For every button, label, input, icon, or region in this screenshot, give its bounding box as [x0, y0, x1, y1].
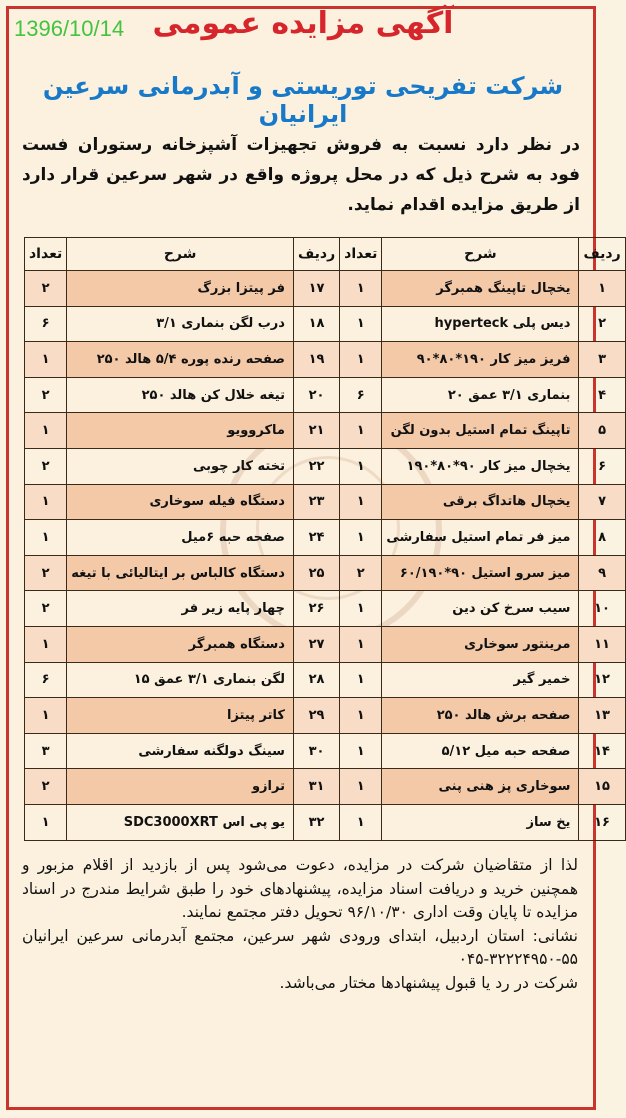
item-description: تاپینگ تمام استیل بدون لگن [382, 413, 579, 449]
item-description: دستگاه فیله سوخاری [67, 484, 294, 520]
row-number: ۱۹ [293, 342, 339, 378]
item-description: درب لگن بنماری ۳/۱ [67, 306, 294, 342]
row-number: ۸ [579, 520, 625, 556]
row-number: ۱۲ [579, 662, 625, 698]
item-description: تخته کار چوبی [67, 448, 294, 484]
item-count: ۳ [25, 733, 67, 769]
table-row [25, 306, 626, 342]
item-count: ۱ [340, 591, 382, 627]
row-number: ۲۱ [293, 413, 339, 449]
item-description: مرینتور سوخاری [382, 626, 579, 662]
item-description: صفحه حبه میل ۵/۱۲ [382, 733, 579, 769]
footer-address: نشانی: استان اردبیل، ابتدای ورودی شهر سرعین، مجتمع آبدرمانی سرعین ایرانیان ۵۵-۳۲۲۲۴۹۵۰-۰۴۵ [22, 926, 578, 968]
table-row [25, 377, 626, 413]
table-row [25, 448, 626, 484]
row-number: ۲۲ [293, 448, 339, 484]
item-count: ۱ [25, 342, 67, 378]
row-number: ۳۰ [293, 733, 339, 769]
item-description: کاتر پیتزا [67, 698, 294, 734]
item-count: ۱ [340, 698, 382, 734]
item-count: ۲ [25, 448, 67, 484]
item-description: یخچال میز کار ۹۰*۸۰*۱۹۰ [382, 448, 579, 484]
item-count: ۶ [25, 662, 67, 698]
row-number: ۹ [579, 555, 625, 591]
item-count: ۲ [340, 555, 382, 591]
row-number: ۷ [579, 484, 625, 520]
item-count: ۶ [25, 306, 67, 342]
table-row [25, 342, 626, 378]
item-count: ۱ [340, 769, 382, 805]
row-number: ۲۴ [293, 520, 339, 556]
row-number: ۱۸ [293, 306, 339, 342]
date-stamp: 1396/10/14 [14, 16, 125, 41]
item-count: ۱ [340, 484, 382, 520]
item-description: صفحه حبه ۶میل [67, 520, 294, 556]
item-count: ۶ [340, 377, 382, 413]
item-description: فریز میز کار ۱۹۰*۸۰*۹۰ [382, 342, 579, 378]
row-number: ۲۶ [293, 591, 339, 627]
item-count: ۱ [340, 271, 382, 307]
table-row [25, 626, 626, 662]
table-row [25, 413, 626, 449]
item-description: خمیر گیر [382, 662, 579, 698]
item-count: ۲ [25, 271, 67, 307]
item-count: ۱ [340, 520, 382, 556]
row-number: ۴ [579, 377, 625, 413]
row-number: ۲۰ [293, 377, 339, 413]
footer-text [22, 854, 578, 995]
item-count: ۱ [25, 484, 67, 520]
item-description: صفحه رنده پوره ۵/۴ هالد ۲۵۰ [67, 342, 294, 378]
table-header-row [25, 238, 626, 271]
item-count: ۱ [340, 733, 382, 769]
header-tedad: تعداد [340, 238, 382, 271]
footer-invite: لذا از متقاضیان شرکت در مزایده، دعوت می‌شود پس از بازدید از اقلام مزبور و همچنین خرید و دریافت اسناد مزایده، پیشنهادهای خود را طبق شرایط مندرج در اسناد مزایده تا پایان وقت اداری ۹۶/۱۰/۳۰ تحویل دفتر مجتمع نمایند. [22, 856, 578, 921]
item-description: صفحه برش هالد ۲۵۰ [382, 698, 579, 734]
table-row [25, 733, 626, 769]
table-row [25, 271, 626, 307]
item-count: ۲ [25, 769, 67, 805]
item-count: ۲ [25, 591, 67, 627]
row-number: ۱۱ [579, 626, 625, 662]
item-description: میز فر تمام استیل سفارشی [382, 520, 579, 556]
item-description: ترازو [67, 769, 294, 805]
table-row [25, 591, 626, 627]
row-number: ۲۷ [293, 626, 339, 662]
table-row [25, 555, 626, 591]
row-number: ۱ [579, 271, 625, 307]
item-description: فر پیتزا بزرگ [67, 271, 294, 307]
row-number: ۲ [579, 306, 625, 342]
row-number: ۶ [579, 448, 625, 484]
table-row [25, 698, 626, 734]
row-number: ۳۱ [293, 769, 339, 805]
header-sharh: شرح [382, 238, 579, 271]
row-number: ۵ [579, 413, 625, 449]
item-count: ۱ [340, 413, 382, 449]
row-number: ۲۸ [293, 662, 339, 698]
item-count: ۱ [340, 306, 382, 342]
item-description: بنماری ۳/۱ عمق ۲۰ [382, 377, 579, 413]
item-description: میز سرو استیل ۹۰*۶۰/۱۹۰ [382, 555, 579, 591]
item-description: یخ ساز [382, 804, 579, 840]
item-description: لگن بنماری ۳/۱ عمق ۱۵ [67, 662, 294, 698]
item-count: ۱ [25, 626, 67, 662]
item-count: ۱ [25, 698, 67, 734]
row-number: ۲۳ [293, 484, 339, 520]
item-count: ۲ [25, 555, 67, 591]
row-number: ۱۷ [293, 271, 339, 307]
intro-paragraph: در نظر دارد نسبت به فروش تجهیزات آشپزخانه رستوران فست فود به شرح ذیل که در محل پروژه واقع در شهر سرعین قرار دارد از طریق مزایده اقدام نماید. [22, 135, 580, 215]
ad-title: آگهی مزایده عمومی [152, 6, 454, 41]
item-count: ۱ [340, 804, 382, 840]
table-row [25, 520, 626, 556]
header-radif-2: ردیف [293, 238, 339, 271]
item-count: ۲ [25, 377, 67, 413]
item-description: چهار پایه زیر فر [67, 591, 294, 627]
item-count: ۱ [25, 413, 67, 449]
item-count: ۱ [340, 448, 382, 484]
company-name: شرکت تفریحی توریستی و آبدرمانی سرعین ایرانیان [42, 72, 564, 128]
row-number: ۱۳ [579, 698, 625, 734]
row-number: ۳۲ [293, 804, 339, 840]
item-description: دستگاه کالباس بر ایتالیائی با تیغه [67, 555, 294, 591]
table-row [25, 484, 626, 520]
item-description: ماکروویو [67, 413, 294, 449]
header-radif: ردیف [579, 238, 625, 271]
item-count: ۱ [25, 804, 67, 840]
item-description: یخچال تاپینگ همبرگر [382, 271, 579, 307]
item-count: ۱ [340, 342, 382, 378]
row-number: ۲۵ [293, 555, 339, 591]
item-count: ۱ [340, 662, 382, 698]
item-description: دیس پلی hyperteck [382, 306, 579, 342]
footer-note: شرکت در رد یا قبول پیشنهادها مختار می‌باشد. [279, 973, 578, 992]
row-number: ۱۵ [579, 769, 625, 805]
header-sharh-2: شرح [67, 238, 294, 271]
row-number: ۱۰ [579, 591, 625, 627]
item-description: دستگاه همبرگر [67, 626, 294, 662]
table-row [25, 662, 626, 698]
item-description: تیغه خلال کن هالد ۲۵۰ [67, 377, 294, 413]
table-row [25, 769, 626, 805]
header-tedad-2: تعداد [25, 238, 67, 271]
row-number: ۱۶ [579, 804, 625, 840]
row-number: ۳ [579, 342, 625, 378]
item-count: ۱ [25, 520, 67, 556]
item-description: سینگ دولگنه سفارشی [67, 733, 294, 769]
row-number: ۲۹ [293, 698, 339, 734]
items-table [24, 237, 626, 841]
item-description: سیب سرخ کن دین [382, 591, 579, 627]
item-description: سوخاری پز هنی پنی [382, 769, 579, 805]
item-description: یو پی اس SDC3000XRT [67, 804, 294, 840]
table-row [25, 804, 626, 840]
item-count: ۱ [340, 626, 382, 662]
item-description: یخچال هاتداگ برقی [382, 484, 579, 520]
row-number: ۱۴ [579, 733, 625, 769]
